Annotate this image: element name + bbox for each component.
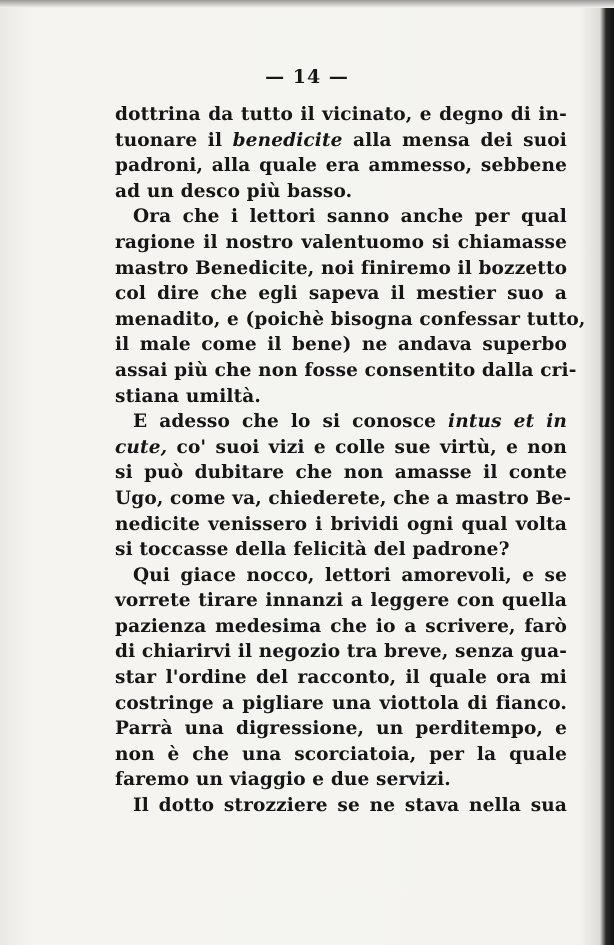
text-line: si può dubitare che non amasse il conte	[115, 462, 567, 484]
text-segment: alla mensa dei suoi	[342, 129, 567, 151]
text-line	[115, 409, 567, 435]
text-line: menadito, e (poichè bisogna confessar tutto,	[115, 308, 586, 330]
text-line: non è che una scorciatoia, per la quale	[115, 743, 567, 765]
text-line	[115, 435, 567, 461]
text-line: ragione il nostro valentuomo si chiamasse	[115, 231, 567, 253]
text-line: star l'ordine del racconto, il quale ora mi	[115, 667, 567, 689]
text-line: pazienza medesima che io a scrivere, farò	[115, 615, 567, 637]
text-line: Ugo, come va, chiederete, che a mastro Be-	[115, 487, 572, 509]
text-line: Il dotto strozziere se ne stava nella sua	[133, 795, 567, 817]
text-line: nedicite venissero i brividi ogni qual volta	[115, 513, 567, 535]
text-line: si toccasse della felicità del padrone?	[115, 539, 510, 561]
text-line: padroni, alla quale era ammesso, sebbene	[115, 155, 567, 177]
text-line: assai più che non fosse consentito dalla cri-	[115, 359, 577, 381]
body-text	[115, 102, 586, 819]
text-line: Parrà una digressione, un perditempo, e	[115, 718, 567, 740]
italic-phrase: intus et in	[448, 411, 568, 433]
text-line: di chiarirvi il negozio tra breve, senza gua-	[115, 641, 568, 663]
text-line: dottrina da tutto il vicinato, e degno di in-	[115, 104, 567, 125]
text-segment: tuonare il	[115, 129, 233, 151]
text-line: Qui giace nocco, lettori amorevoli, e se	[133, 564, 567, 586]
text-line: mastro Benedicite, noi finiremo il bozzetto	[115, 257, 568, 279]
text-line: il male come il bene) ne andava superbo	[115, 334, 567, 356]
text-line: ad un desco più basso.	[115, 180, 353, 202]
text-segment: E adesso che lo si conosce	[133, 411, 449, 433]
text-segment: co' suoi vizi e colle sue virtù, e non	[167, 436, 567, 458]
text-line: vorrete tirare innanzi a leggere con quella	[115, 590, 567, 612]
page-edge-shadow	[0, 0, 614, 8]
text-line: faremo un viaggio e due servizi.	[115, 769, 451, 791]
page-number: — 14 —	[265, 66, 349, 88]
text-line: col dire che egli sapeva il mestier suo a	[115, 283, 567, 305]
text-line: Ora che i lettori sanno anche per qual	[133, 206, 567, 228]
text-line: stiana umiltà.	[115, 385, 262, 407]
text-line	[115, 128, 567, 154]
text-line: costringe a pigliare una viottola di fianco.	[115, 692, 567, 714]
italic-phrase: cute,	[115, 436, 168, 458]
italic-phrase: benedicite	[232, 129, 343, 151]
